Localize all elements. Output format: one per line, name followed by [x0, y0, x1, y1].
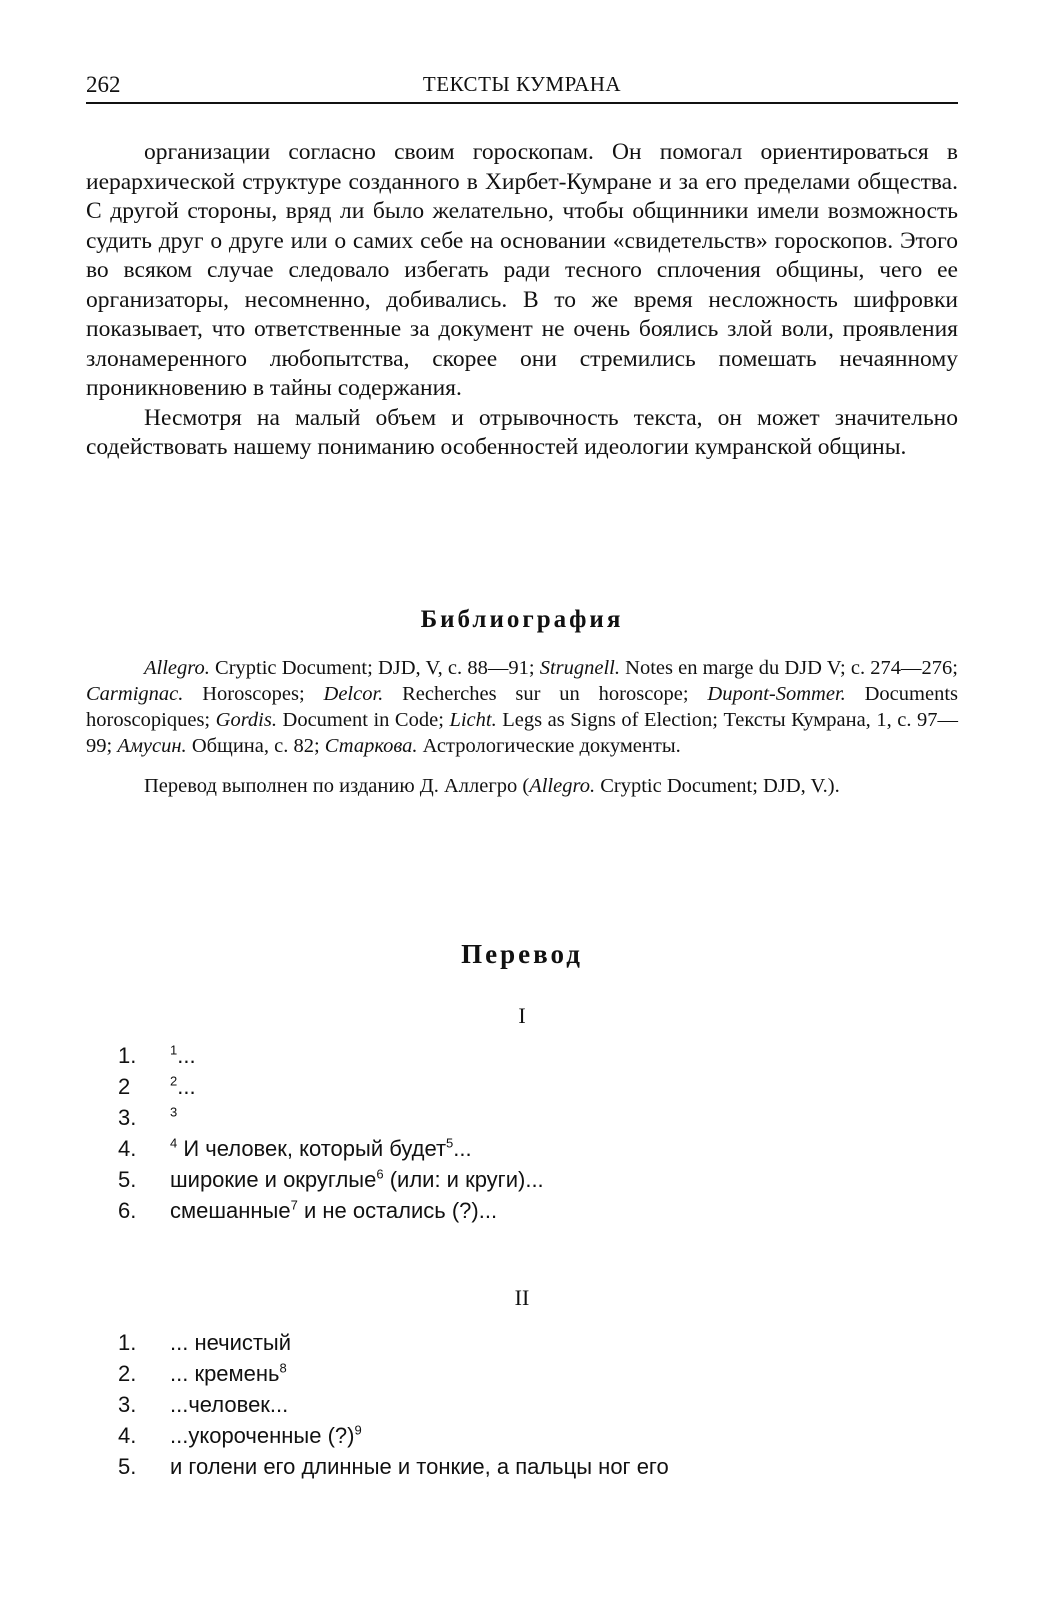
note-prefix: Перевод выполнен по изданию Д. Аллегро ( [144, 775, 530, 797]
bib-text: Notes en marge du DJD V; с. 274—276; [619, 657, 958, 679]
text-line [118, 1164, 544, 1195]
line-number: 4. [118, 1136, 137, 1161]
text-line [118, 1133, 544, 1164]
line-number: 6. [118, 1198, 137, 1223]
line-number: 5. [118, 1167, 137, 1192]
bib-author: Licht. [449, 709, 497, 731]
note-suffix: Cryptic Document; DJD, V.). [595, 775, 840, 797]
line-text: ... [177, 1043, 196, 1068]
footnote-ref: 2 [170, 1073, 178, 1089]
footnote-ref: 6 [376, 1166, 384, 1182]
bib-text: Община, с. 82; [186, 735, 325, 757]
translation-source-note [86, 773, 958, 799]
bib-author: Gordis. [215, 709, 277, 731]
footnote-ref: 3 [170, 1104, 178, 1120]
bibliography-heading: Библиография [420, 606, 624, 633]
text-line [118, 1040, 544, 1071]
bib-author: Allegro. [144, 657, 210, 679]
text-line [118, 1389, 669, 1420]
paragraph: организации согласно своим гороскопам. Он помогал ориентироваться в иерархической структуре созданного в Хирбет-Кумране и за его пределами общества. С другой стороны, вряд ли было желательно, чтобы общинники имели возможность судить друг о друге или о самих себе на основании «свидетельств» гороскопов. Этого во всяком случае следовало избегать ради тесного сплочения общины, чего ее организаторы, несомненно, добивались. В то же время несложность шифровки показывает, что ответственные за документ не очень боялись злой воли, проявления злонамеренного любопытства, скорее они стремились помешать нечаянному проникновению в тайны содержания. [86, 139, 958, 401]
section-lines [118, 1327, 669, 1482]
text-line [118, 1071, 544, 1102]
line-number: 2. [118, 1361, 137, 1386]
bib-text: Cryptic Document; DJD, V, с. 88—91; [209, 657, 540, 679]
page-number: 262 [86, 72, 121, 97]
line-text: ... [453, 1136, 472, 1161]
text-line [118, 1358, 669, 1389]
footnote-ref: 7 [290, 1197, 298, 1213]
footnote-ref: 9 [354, 1422, 362, 1438]
bib-author: Dupont-Sommer. [707, 683, 846, 705]
bib-author: Strugnell. [539, 657, 620, 679]
section-numeral: I [518, 1003, 526, 1028]
bib-author: Carmignac. [86, 683, 184, 705]
line-text: смешанные [170, 1198, 291, 1223]
line-text: (или: и круги)... [383, 1167, 544, 1192]
line-text: и голени его длинные и тонкие, а пальцы ног его [170, 1454, 669, 1479]
text-line [118, 1420, 669, 1451]
text-line [118, 1327, 669, 1358]
line-text: ... кремень [170, 1361, 280, 1386]
section-lines [118, 1040, 544, 1226]
line-text: ...человек... [170, 1392, 289, 1417]
line-number: 1. [118, 1043, 137, 1068]
bib-author: Delcor. [323, 683, 384, 705]
text-line [118, 1102, 544, 1133]
line-text: и не остались (?)... [297, 1198, 498, 1223]
main-text [86, 138, 958, 463]
footnote-ref: 5 [446, 1135, 454, 1151]
footnote-ref: 1 [170, 1042, 178, 1058]
text-line [118, 1195, 544, 1226]
line-text: ... [177, 1074, 196, 1099]
text-line [118, 1451, 669, 1482]
footnote-ref: 8 [279, 1360, 287, 1376]
bib-text: Legs as Signs of Election; Тексты Кумрана, 1, с. 97—99; [86, 709, 958, 757]
footnote-ref: 4 [170, 1135, 178, 1151]
bib-text: Documents horoscopiques; [86, 683, 958, 731]
line-number: 2 [118, 1074, 131, 1099]
section-numeral: II [514, 1285, 530, 1310]
bib-text: Recherches sur un horoscope; [383, 683, 708, 705]
translation-heading: Перевод [461, 939, 583, 969]
line-number: 5. [118, 1454, 137, 1479]
paragraph: Несмотря на малый объем и отрывочность текста, он может значительно содействовать нашему пониманию особенностей идеологии кумранской общины. [86, 404, 958, 460]
line-number: 3. [118, 1392, 137, 1417]
line-text: широкие и округлые [170, 1167, 377, 1192]
line-number: 3. [118, 1105, 137, 1130]
bib-text: Horoscopes; [183, 683, 324, 705]
bib-author: Старкова. [324, 735, 418, 757]
line-number: 4. [118, 1423, 137, 1448]
bib-text: Астрологические документы. [417, 735, 681, 757]
bibliography [86, 655, 958, 799]
note-author: Allegro. [529, 775, 596, 797]
bib-text: Document in Code; [276, 709, 450, 731]
line-number: 1. [118, 1330, 137, 1355]
running-head [86, 72, 958, 104]
running-title: ТЕКСТЫ КУМРАНА [422, 72, 622, 96]
line-text: И человек, который будет [177, 1136, 447, 1161]
bibliography-entries [86, 655, 958, 759]
line-text: ...укороченные (?) [170, 1423, 355, 1448]
line-text: ... нечистый [170, 1330, 292, 1355]
bib-author: Амусин. [117, 735, 187, 757]
